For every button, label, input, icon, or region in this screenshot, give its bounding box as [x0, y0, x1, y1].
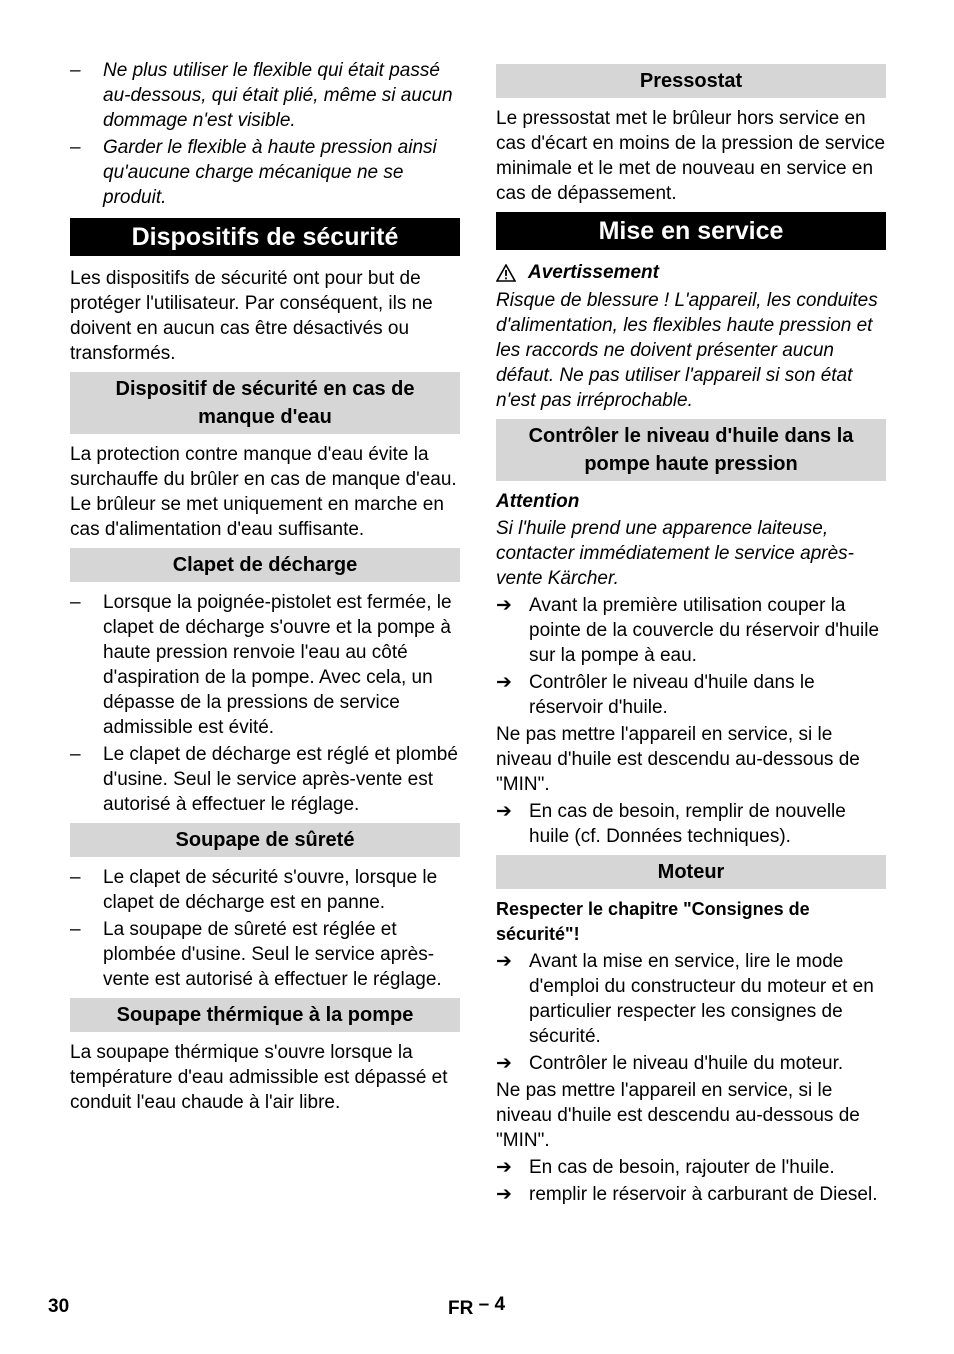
subheading-manque-eau: Dispositif de sécurité en cas de manque d'eau	[70, 372, 460, 434]
list-item: – Ne plus utiliser le flexible qui était passé au-dessous, qui était plié, même si aucun dommage n'est visible.	[70, 58, 460, 133]
list-item: – La soupape de sûreté est réglée et plombée d'usine. Seul le service après-vente est autorisé à effectuer le réglage.	[70, 917, 460, 992]
footer-lang	[448, 1294, 506, 1320]
subheading-moteur: Moteur	[496, 855, 886, 889]
arrow-right-icon: ➔	[496, 1053, 512, 1074]
warning-label: Avertissement	[528, 262, 659, 283]
bold-note: Respecter le chapitre "Consignes de sécurité"!	[496, 899, 810, 944]
attention-label: Attention	[496, 491, 580, 512]
list-item: ➔ En cas de besoin, remplir de nouvelle huile (cf. Données techniques).	[496, 801, 846, 847]
subheading-pressostat: Pressostat	[496, 64, 886, 98]
arrow-right-icon: ➔	[496, 951, 512, 972]
arrow-right-icon: ➔	[496, 595, 512, 616]
list-item: ➔ Avant la mise en service, lire le mode d'emploi du constructeur du moteur et en particulier respecter les consignes de sécurité.	[496, 951, 874, 1047]
warning-triangle-icon	[496, 264, 516, 282]
sub-page-number: – 4	[478, 1294, 506, 1315]
paragraph: Ne pas mettre l'appareil en service, si le niveau d'huile est descendu au-dessous de "MIN".	[496, 724, 860, 795]
subheading-thermique: Soupape thérmique à la pompe	[70, 998, 460, 1032]
paragraph: Le pressostat met le brûleur hors service en cas d'écart en moins de la pression de service minimale et le met de nouveau en service en cas de dépassement.	[496, 108, 886, 204]
list-item: ➔ En cas de besoin, rajouter de l'huile.	[496, 1157, 835, 1178]
subheading-clapet: Clapet de décharge	[70, 548, 460, 582]
section-heading-mise-en-service: Mise en service	[496, 212, 886, 250]
paragraph: La soupape thérmique s'ouvre lorsque la température d'eau admissible est dépassé et conduit l'eau chaude à l'air libre.	[70, 1042, 448, 1113]
attention-text: Si l'huile prend une apparence laiteuse, contacter immédiatement le service après-vente Kärcher.	[496, 518, 854, 589]
section-heading-securite: Dispositifs de sécurité	[70, 218, 460, 256]
list-item: – Garder le flexible à haute pression ainsi qu'aucune charge mécanique ne se produit.	[70, 135, 460, 210]
left-column	[70, 58, 460, 1121]
arrow-right-icon: ➔	[496, 672, 512, 693]
arrow-right-icon: ➔	[496, 1184, 512, 1205]
paragraph: La protection contre manque d'eau évite la surchauffe du brûler en cas de manque d'eau. Le brûleur se met uniquement en marche en cas d'alimentation d'eau suffisante.	[70, 444, 457, 540]
paragraph: Les dispositifs de sécurité ont pour but de protéger l'utilisateur. Par conséquent, ils ne doivent en aucun cas être désactivés ou transformés.	[70, 268, 433, 364]
list-item: – Le clapet de décharge est réglé et plombé d'usine. Seul le service après-vente est autorisé à effectuer le réglage.	[70, 742, 460, 817]
paragraph: Ne pas mettre l'appareil en service, si le niveau d'huile est descendu au-dessous de "MIN".	[496, 1080, 860, 1151]
list-item: – Lorsque la poignée-pistolet est fermée, le clapet de décharge s'ouvre et la pompe à haute pression renvoie l'eau au côté d'aspiration de la pompe. Avec cela, un dépasse de la pressions de service admissible est évité.	[70, 590, 460, 740]
list-item: ➔ Contrôler le niveau d'huile du moteur.	[496, 1053, 844, 1074]
arrow-right-icon: ➔	[496, 801, 512, 822]
list-item: ➔ Avant la première utilisation couper la pointe de la couvercle du réservoir d'huile sur la pompe à eau.	[496, 595, 880, 666]
list-item: ➔ Contrôler le niveau d'huile dans le réservoir d'huile.	[496, 672, 815, 718]
arrow-right-icon: ➔	[496, 1157, 512, 1178]
warning-text: Risque de blessure ! L'appareil, les conduites d'alimentation, les flexibles haute pression et les raccords ne doivent présenter aucun défaut. Ne pas utiliser l'appareil si son état n'est pas irréprochable.	[496, 290, 878, 411]
lang-code: FR	[448, 1298, 474, 1319]
subheading-niveau-huile: Contrôler le niveau d'huile dans la pompe haute pression	[496, 419, 886, 481]
subheading-surete: Soupape de sûreté	[70, 823, 460, 857]
warning-header	[496, 260, 886, 285]
page-number: 30	[48, 1296, 70, 1317]
list-item: ➔ remplir le réservoir à carburant de Diesel.	[496, 1184, 878, 1205]
right-column	[496, 58, 886, 1209]
list-item: – Le clapet de sécurité s'ouvre, lorsque le clapet de décharge est en panne.	[70, 865, 460, 915]
